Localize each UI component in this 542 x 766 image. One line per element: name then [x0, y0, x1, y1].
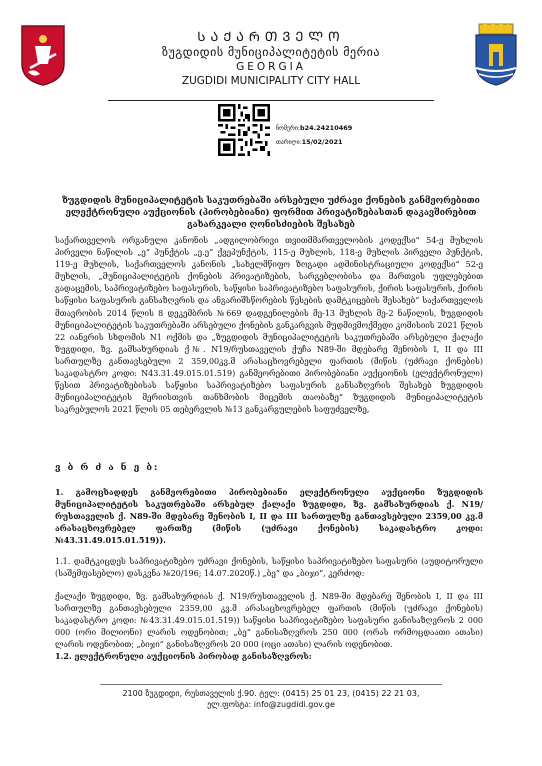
- footer-divider: [100, 684, 442, 685]
- document-title: ზუგდიდის მუნიციპალიტეტის საკუთრებაში არსებული უძრავი ქონების განმეორებითი ელექტრონული აუქციონის (პირობებიანი) ფორმით პრივატიზებასთან დაკავშირებით გახარკეალი ღონისძიების შესახებ: [62, 196, 480, 230]
- header-country-english: GEORGIA: [236, 61, 306, 73]
- clause-1-2-heading: 1.2. ელექტრონული აუქციონის პირობად განისაზღვროს:: [55, 651, 312, 661]
- document-date-label: თარიღი:: [276, 139, 302, 146]
- document-date: [276, 138, 343, 146]
- header-city-hall-english: ZUGDIDI MUNICIPALITY CITY HALL: [181, 75, 361, 87]
- clause-1-1-details-paragraph: ქალაქი ზუგდიდი, ზვ. გამსახურდიას ქ. N19/რუსთაველის ქ. N89-ში მდებარე შენობის I, II და III სართულზე განთავსებული 2359,00 კვ.მ არასაცხოვრებელ ფართის (მიწის (უძრავი ქონების) საკადასტრო კოდი: №43.31.49.015.01.519)) საწყისი საპრივატიზებო საფასური განისაზღვროს 2 000 000 (ორი მილიონი) ლარის ოდენობით; „ბე“ განისაზღვროს 250 000 (ორას ორმოცდაათი ათასი) ლარის ოდენობით; „ბიჯი“ განისაზღვროს 20 000 (ოცი ათასი) ლარის ოდენობით.: [55, 592, 483, 650]
- document-date-value: 15/02/2021: [301, 138, 343, 146]
- qr-code-icon: [218, 104, 270, 156]
- resolution-heading: ვ ბ რ ძ ა ნ ე ბ:: [55, 463, 160, 473]
- header-city-hall-georgian: ზუგდიდის მუნიციპალიტეტის მერია: [162, 45, 380, 59]
- header-divider: [108, 100, 434, 101]
- document-number: [276, 124, 352, 132]
- footer-address: 2100 ზუგდიდი, რუსთაველის ქ.90. ტელ: (0415) 25 01 23, (0415) 22 21 03,: [122, 689, 420, 698]
- clause-1-1-paragraph: 1.1. დამტკიცდეს საპრივატიზებო უძრავი ქონების, საწყისი საპრივატიზებო საფასური (აუდიტორული (საშემფასებლო) დასკვნა №20/196; 14.07.2020წ.) „ბე“ და „ბიჯი“, კერძოდ:: [55, 557, 483, 579]
- clause-1-paragraph: 1. გამოცხადდეს განმეორებითი პირობებიანი ელექტრონული აუქციონი ზუგდიდის მუნიციპალიტეტის საკუთრებაში არსებულ ქალაქი ზუგდიდი, ზვ. გამსახურდიას ქ. N19/ რუსთაველის ქ. N89-ში მდებარე შენობის I, II და III სართულზე განთავსებული 2359,00 კვ.მ არასაცხოვრებელ ფართზე (მიწის (უძრავი ქონების) საკადასტრო კოდი: №43.31.49.015.01.519)).: [55, 487, 483, 546]
- header-country-georgian: ᲡᲐᲥᲐᲠᲗᲕᲔᲚᲝ: [197, 30, 345, 45]
- document-number-label: ნომერი:: [276, 125, 300, 132]
- document-number-value: b24.24210469: [299, 124, 353, 132]
- footer-email: ელ.ფოსტა: info@zugdidi.gov.ge: [207, 700, 335, 709]
- preamble-paragraph: საქართველოს ორგანული კანონის „ადგილობრივი თვითმმართველობის კოდექსი“ 54-ე მუხლის პირველი ნაწილის „ე“ პუნქტის „ე.ე“ ქვეპუნქტის, 115-ე მუხლის, 118-ე მუხლის პირველი პუნქტის, 119-ე მუხლის, საქართველოს კანონის „სახელმწიფო ზოგადი ადმინისტრაციული კოდექსი“ 52-ე მუხლის, „მუნიციპალიტეტის ქონების პრივატიზების, სარგებლობისა და მართვის უფლებებით გადაცემის, საპრივატიზებო საფასურის, საწყისი საპრივატიზებო საფასურის, ქირის საფასურის, ქირის საწყისი საფასურის განსაზღვრის და ანგარიშსწორების წესების დამტკიცების შესახებ“ საქართველოს მთავრობის 2014 წლის 8 დეკემბრის №669 დადგენილების მე-13 მუხლის მე-2 ნაწილის, ზუგდიდის მუნიციპალიტეტის საკუთრებაში არსებული ქონების განკარგვის მუდმივმოქმედი კომისიის 2021 წლის 22 იანვრის სხდომის N1 ოქმის და „ზუგდიდის მუნიციპალიტეტის საკუთრებაში არსებული ქალაქი ზუგდიდი, ზვ. გამსახურდიას ქ№. N19/რუსთაველის ქუჩა N89-ში მდებარე შენობის I, II და III სართულზე განთავსებული 2 359,00კვ.მ არასაცხოვრებელი ფართის (მიწის (უძრავი ქონების) საკადასტრო კოდი: N43.31.49.015.01.519) განმეორებითი პირობებიანი აუქციონის (ელექტრონული) წესით პრივატიზებისას საწყისი საპრივატიზებო საფასურის განსაზღვრის შესახებ ზუგდიდის მუნიციპალიტეტის მერიისთვის თანხმობის მიცემის თაობაზე“ ზუგდიდის მუნიციპალიტეტის საკრებულოს 2021 წლის 05 თებერვლის №13 განკარგულების საფუძველზე,: [55, 236, 483, 415]
